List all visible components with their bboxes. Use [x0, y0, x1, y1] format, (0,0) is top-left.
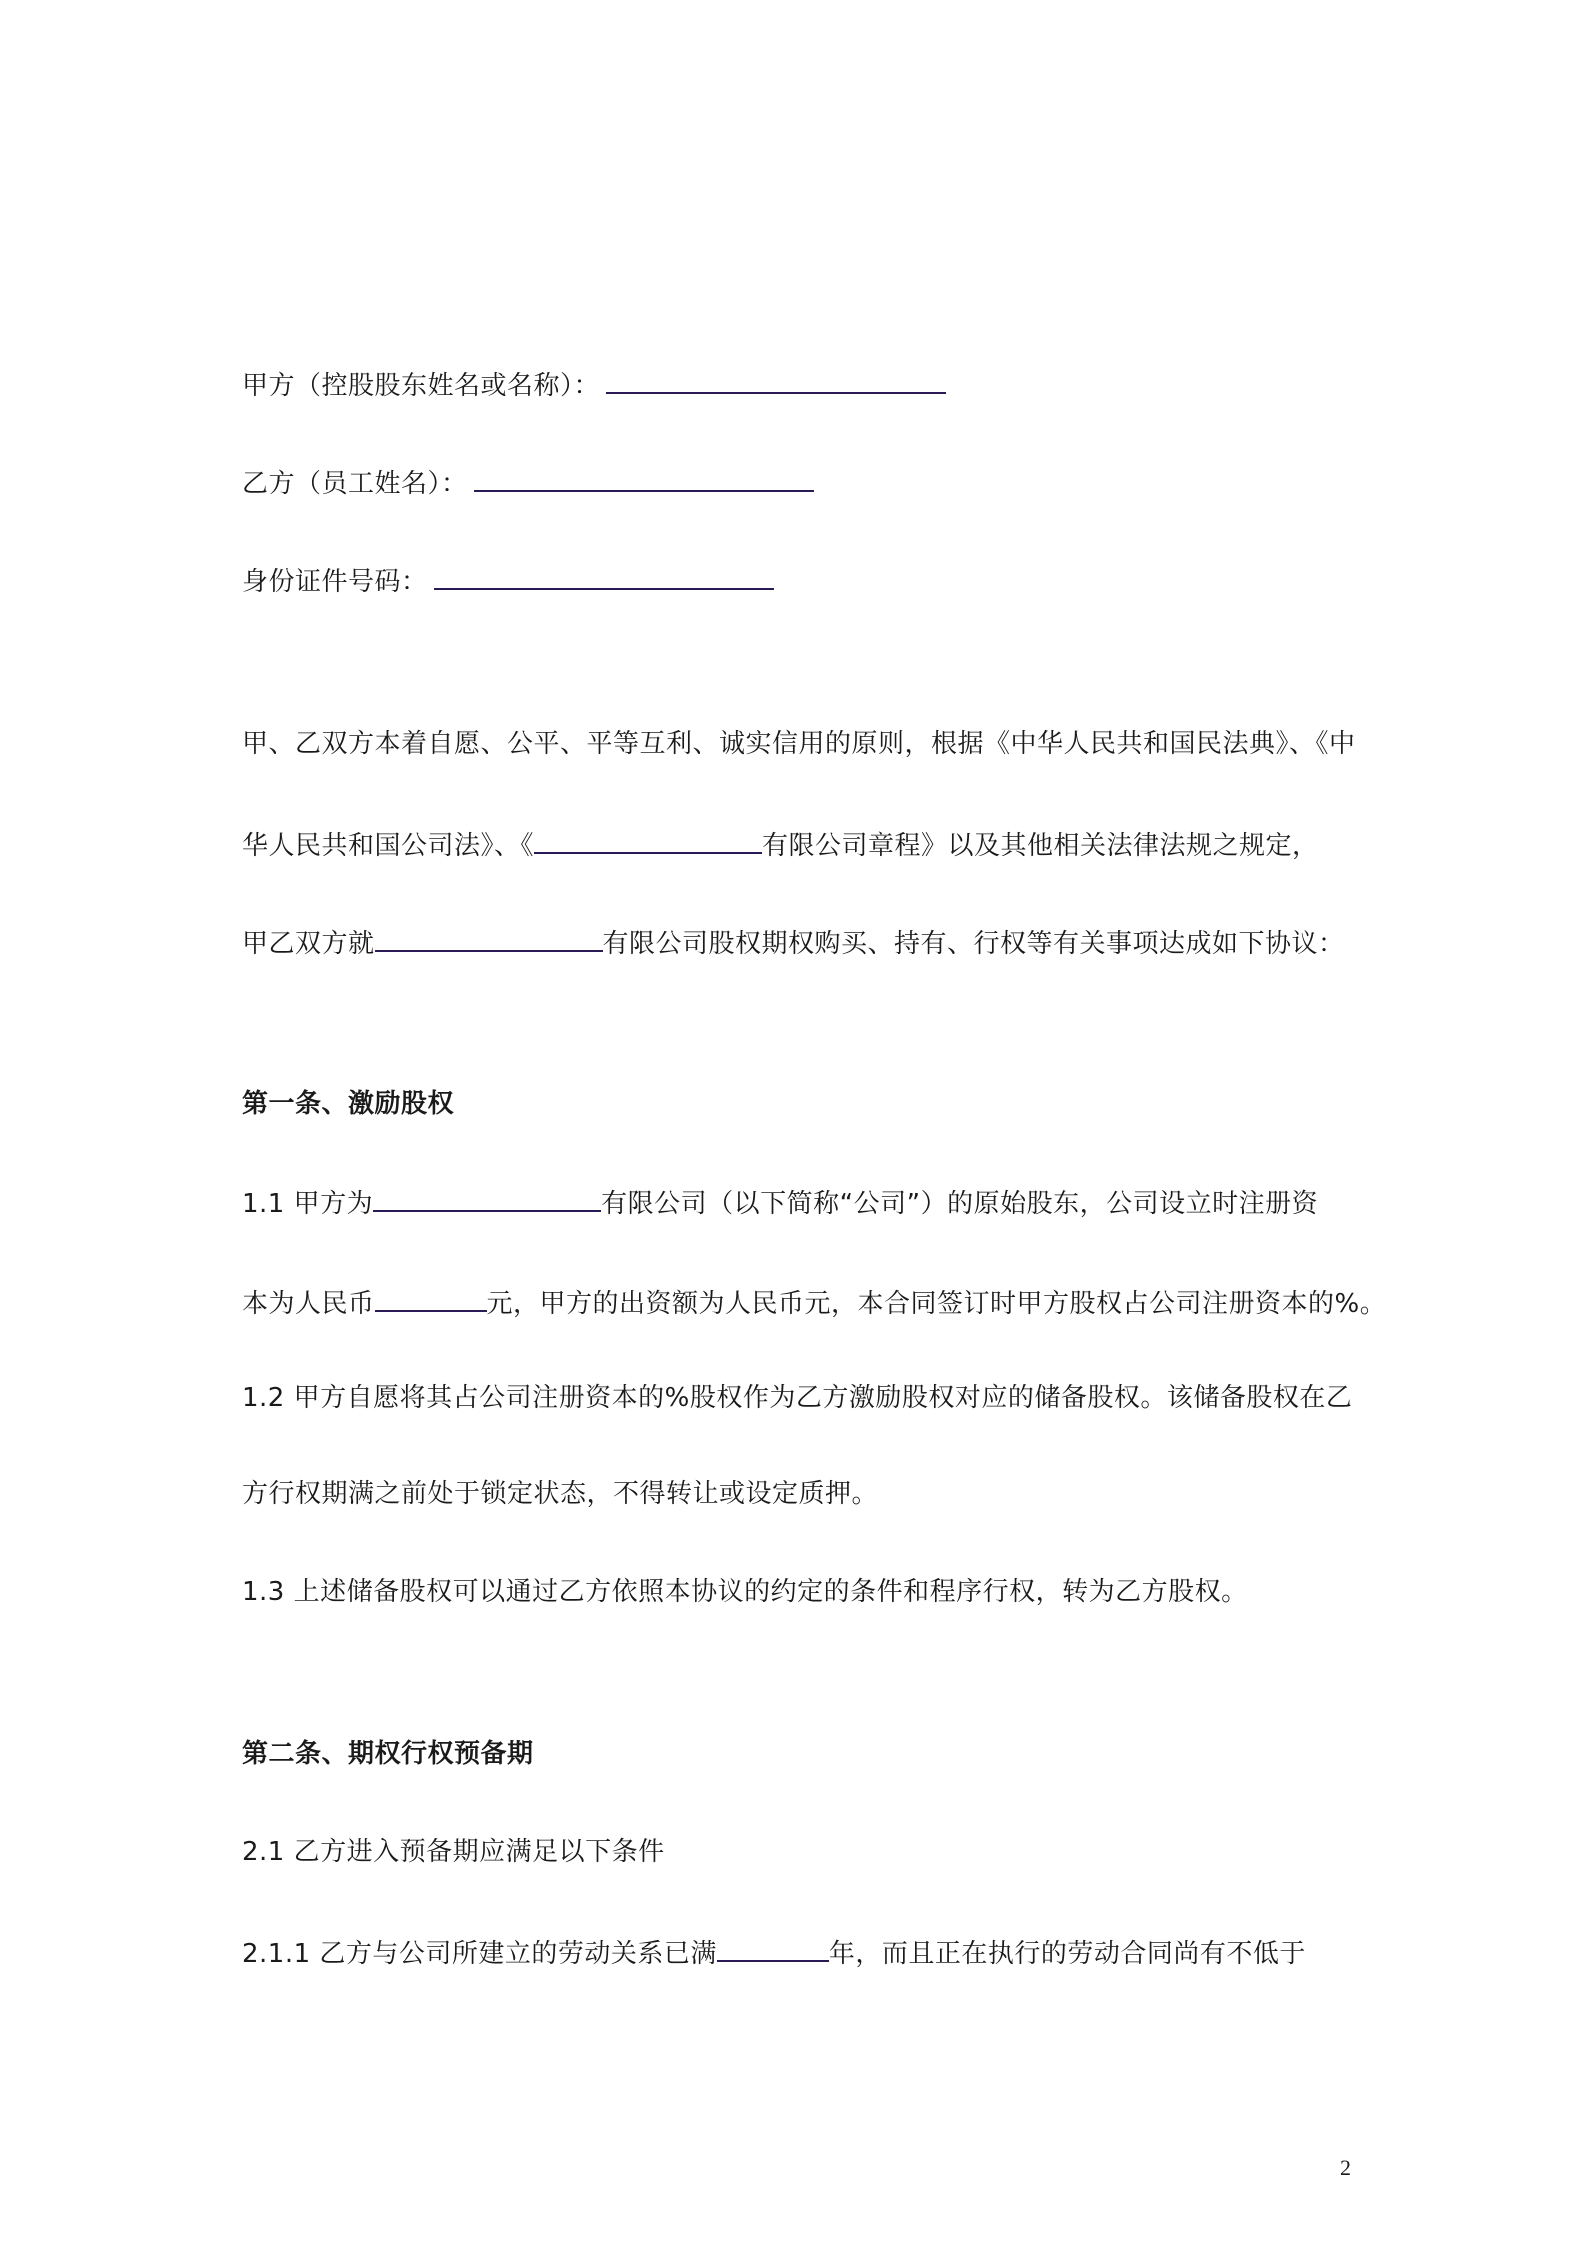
preamble-text: 有限公司章程》以及其他相关法律法规之规定，: [762, 831, 1319, 861]
clause-1-2-line-1: [242, 1380, 1352, 1416]
party-b-field: [242, 464, 814, 502]
company-name-blank: [373, 1184, 601, 1212]
capital-amount-blank: [375, 1284, 487, 1312]
id-number-label: 身份证件号码：: [242, 567, 428, 597]
company-name-blank: [375, 924, 603, 952]
clause-text: 1.1 甲方为: [242, 1189, 374, 1219]
company-name-blank: [534, 826, 762, 854]
years-blank: [717, 1934, 829, 1962]
clause-text: 年，而且正在执行的劳动合同尚有不低于: [828, 1939, 1306, 1969]
heading-text: 第二条、期权行权预备期: [242, 1739, 534, 1769]
clause-2-1-1: [242, 1934, 1306, 1972]
clause-1-3: [242, 1574, 1248, 1610]
party-a-blank: [606, 366, 946, 394]
preamble-line-3: [242, 924, 1345, 962]
party-b-label: 乙方（员工姓名）：: [242, 469, 468, 499]
party-b-blank: [474, 464, 814, 492]
party-a-label: 甲方（控股股东姓名或名称）：: [242, 371, 601, 401]
clause-text: 2.1 乙方进入预备期应满足以下条件: [242, 1837, 665, 1867]
clause-text: 方行权期满之前处于锁定状态，不得转让或设定质押。: [242, 1479, 879, 1509]
clause-1-1-line-2: [242, 1284, 1386, 1322]
preamble-line-2: [242, 826, 1319, 864]
clause-text: 2.1.1 乙方与公司所建立的劳动关系已满: [242, 1939, 717, 1969]
clause-text: 1.2 甲方自愿将其占公司注册资本的%股权作为乙方激励股权对应的储备股权。该储备股权在乙: [242, 1383, 1353, 1413]
clause-text: 有限公司（以下简称“公司”）的原始股东，公司设立时注册资: [601, 1189, 1319, 1219]
clause-1-1-line-1: [242, 1184, 1318, 1222]
preamble-text: 甲乙双方就: [242, 929, 375, 959]
preamble-text: 有限公司股权期权购买、持有、行权等有关事项达成如下协议：: [602, 929, 1345, 959]
clause-text: 1.3 上述储备股权可以通过乙方依照本协议的约定的条件和程序行权，转为乙方股权。: [242, 1577, 1248, 1607]
clause-2-1: [242, 1834, 665, 1870]
clause-1-2-line-2: [242, 1476, 878, 1512]
preamble-text: 华人民共和国公司法》、《: [242, 831, 535, 861]
preamble-line-1: [242, 726, 1356, 762]
preamble-text: 甲、乙双方本着自愿、公平、平等互利、诚实信用的原则，根据《中华人民共和国民法典》、《中: [242, 729, 1356, 759]
clause-text: 本为人民币: [242, 1289, 375, 1319]
party-a-field: [242, 366, 946, 404]
article-2-heading: [242, 1736, 534, 1772]
page-number: 2: [1340, 2155, 1351, 2180]
clause-text: 元，甲方的出资额为人民币元，本合同签订时甲方股权占公司注册资本的%。: [486, 1289, 1387, 1319]
heading-text: 第一条、激励股权: [242, 1089, 455, 1119]
id-number-blank: [434, 562, 774, 590]
id-number-field: [242, 562, 774, 600]
article-1-heading: [242, 1086, 454, 1122]
